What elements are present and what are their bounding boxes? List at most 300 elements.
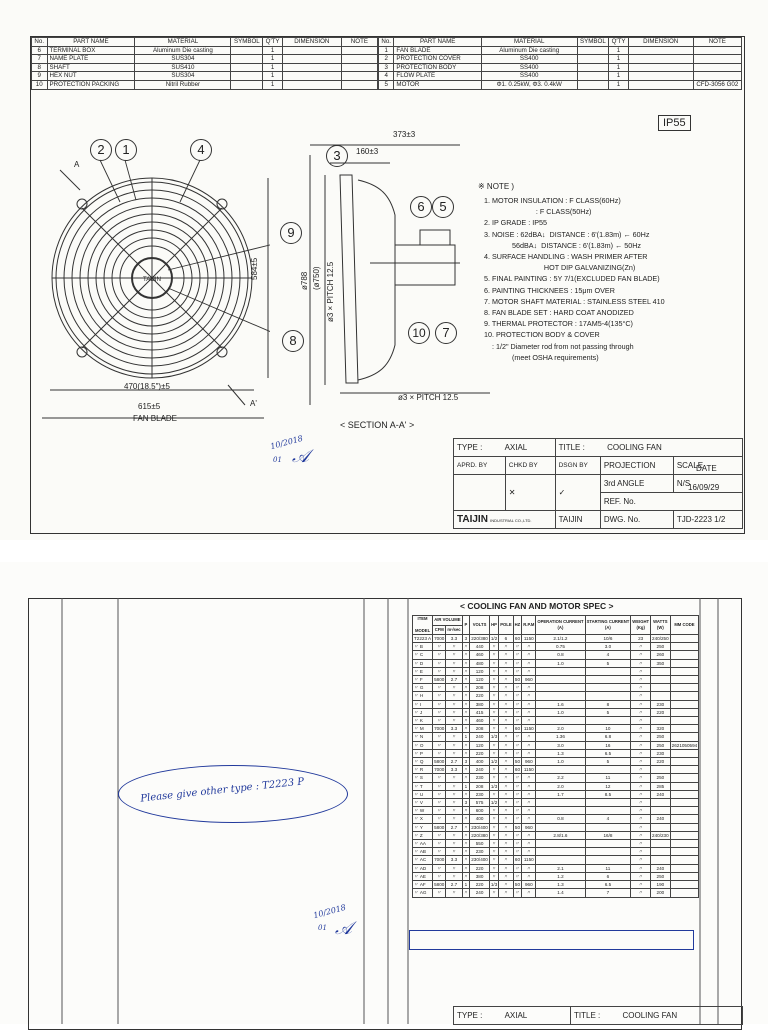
spec-p: 〃 bbox=[463, 857, 469, 863]
spec-pole: 〃 bbox=[499, 758, 513, 766]
spec-rpm: 〃 bbox=[522, 643, 536, 651]
spec-st-current bbox=[585, 856, 631, 864]
hd-pole: POLE bbox=[499, 616, 513, 635]
note-line: 4. SURFACE HANDLING : WASH PRIMER AFTER bbox=[484, 252, 648, 261]
spec-hp: 〃 bbox=[489, 659, 498, 667]
spec-weight: 〃 bbox=[631, 684, 651, 692]
spec-model: 〃 G bbox=[413, 684, 433, 692]
spec-m3sec: 2.7 bbox=[446, 881, 462, 889]
fan-blade-label: FAN BLADE bbox=[133, 414, 178, 423]
spec-st-current bbox=[585, 684, 631, 692]
spec-st-current: 11 bbox=[585, 774, 631, 782]
spec-volts: 400 bbox=[470, 815, 490, 823]
spec-pole: 〃 bbox=[499, 766, 513, 774]
part-dimension bbox=[628, 55, 693, 64]
handwritten-note: Please give other type : T2223 P bbox=[139, 776, 305, 805]
spec-op-current: 2.0 bbox=[536, 782, 585, 790]
spec-rpm: 1150 bbox=[522, 725, 536, 733]
spec-volts: 240 bbox=[470, 889, 490, 897]
spec-cfm: 〃 bbox=[433, 651, 446, 659]
note-line: : F CLASS(50Hz) bbox=[484, 207, 592, 217]
spec-cfm: 〃 bbox=[433, 840, 446, 848]
spec-row bbox=[413, 766, 699, 774]
spec-rpm: 〃 bbox=[522, 774, 536, 782]
note-line: (meet OSHA requirements) bbox=[484, 352, 599, 362]
spec-m3sec: 〃 bbox=[446, 749, 462, 757]
spec-watts bbox=[651, 676, 671, 684]
spec-st-current: 5 bbox=[585, 659, 631, 667]
spec-rpm: 〃 bbox=[522, 651, 536, 659]
parts-header-row bbox=[379, 38, 742, 47]
spec-mm-code bbox=[670, 782, 699, 790]
part-qty: 1 bbox=[263, 46, 283, 55]
spec-row bbox=[413, 823, 699, 831]
spec-cfm: 〃 bbox=[433, 659, 446, 667]
spec-row bbox=[413, 790, 699, 798]
part-material: SUS304 bbox=[135, 55, 231, 64]
spec-p: 〃 bbox=[463, 685, 469, 691]
spec-cfm: 〃 bbox=[433, 815, 446, 823]
spec-mm-code bbox=[670, 766, 699, 774]
part-note bbox=[693, 55, 741, 64]
spec-hp: 〃 bbox=[489, 766, 498, 774]
part-name: PROTECTION PACKING bbox=[47, 80, 135, 89]
spec-op-current: 2.1 bbox=[536, 864, 585, 872]
spec-mm-code bbox=[670, 725, 699, 733]
parts-row bbox=[32, 80, 378, 89]
spec-row bbox=[413, 676, 699, 684]
spec-weight: 〃 bbox=[631, 864, 651, 872]
spec-pole: 〃 bbox=[499, 823, 513, 831]
spec-hz: 〃 bbox=[515, 734, 520, 740]
dim-160: 160±3 bbox=[356, 147, 379, 156]
dia-750: (ø750) bbox=[312, 266, 321, 290]
parts-row bbox=[379, 72, 742, 81]
spec-model: 〃 M bbox=[413, 725, 433, 733]
part-no: 9 bbox=[32, 72, 48, 81]
spec-rpm: 960 bbox=[522, 881, 536, 889]
spec-p: 〃 bbox=[463, 816, 469, 822]
spec-m3sec: 〃 bbox=[446, 889, 462, 897]
spec-model: 〃 H bbox=[413, 692, 433, 700]
spec-mm-code bbox=[670, 717, 699, 725]
dwg-label: DWG. No. bbox=[600, 511, 673, 529]
parts-table-right bbox=[378, 37, 742, 90]
part-name: PROTECTION COVER bbox=[394, 55, 481, 64]
spec-pole: 〃 bbox=[499, 692, 513, 700]
spec-mm-code bbox=[670, 864, 699, 872]
spec-volts: 120 bbox=[470, 667, 490, 675]
spec-pole: 〃 bbox=[499, 659, 513, 667]
spec-weight: 〃 bbox=[631, 840, 651, 848]
col-note: NOTE bbox=[341, 38, 377, 47]
spec-cfm: 5800 bbox=[434, 882, 445, 888]
spec-hp: 〃 bbox=[489, 700, 498, 708]
spec-volts: 480 bbox=[470, 659, 490, 667]
spec-st-current bbox=[585, 848, 631, 856]
projection-value: 3rd ANGLE bbox=[600, 475, 673, 493]
spec-cfm: 〃 bbox=[433, 790, 446, 798]
spec-hz: 〃 bbox=[515, 668, 520, 674]
spec-op-current bbox=[536, 799, 585, 807]
col-symbol: SYMBOL bbox=[577, 38, 609, 47]
spec-watts: 350 bbox=[651, 659, 671, 667]
spec-volts: 230 bbox=[470, 790, 490, 798]
spec-model: 〃 K bbox=[413, 717, 433, 725]
hd-item bbox=[413, 616, 433, 635]
parts-row bbox=[379, 63, 742, 72]
spec-weight: 〃 bbox=[631, 749, 651, 757]
part-dimension bbox=[282, 55, 341, 64]
spec-pole: 〃 bbox=[499, 807, 513, 815]
spec-p: 3 bbox=[462, 635, 470, 643]
spec-cfm: 〃 bbox=[433, 799, 446, 807]
spec-hp: 1/3 bbox=[490, 783, 498, 789]
spec-weight: 〃 bbox=[631, 831, 651, 839]
part-qty: 1 bbox=[609, 55, 629, 64]
spec-rpm: 〃 bbox=[522, 659, 536, 667]
spec-row bbox=[413, 692, 699, 700]
aprd-label: APRD. BY bbox=[454, 457, 506, 475]
spec-weight: 〃 bbox=[631, 823, 651, 831]
spec-weight: 〃 bbox=[631, 659, 651, 667]
part-note bbox=[693, 63, 741, 72]
spec-model: 〃 Q bbox=[413, 758, 433, 766]
parts-row bbox=[379, 46, 742, 55]
spec-model: 〃 C bbox=[413, 651, 433, 659]
spec-model: 〃 AD bbox=[413, 864, 433, 872]
spec-row bbox=[413, 815, 699, 823]
spec-volts: 240 bbox=[470, 766, 490, 774]
spec-st-current bbox=[585, 717, 631, 725]
spec-weight: 〃 bbox=[631, 766, 651, 774]
spec-m3sec: 〃 bbox=[446, 667, 462, 675]
ref-label: REF. No. bbox=[600, 493, 742, 511]
spec-watts bbox=[651, 848, 671, 856]
spec-header-row bbox=[413, 616, 699, 626]
spec-mm-code: 2621050594 bbox=[671, 742, 698, 748]
spec-op-current: 2.2 bbox=[536, 774, 585, 782]
spec-model: 〃 J bbox=[413, 708, 433, 716]
spec-cfm: 〃 bbox=[433, 749, 446, 757]
dim-615: 615±5 bbox=[138, 402, 161, 411]
spec-m3sec: 〃 bbox=[446, 815, 462, 823]
spec-weight: 〃 bbox=[631, 774, 651, 782]
col-part-name: PART NAME bbox=[394, 38, 481, 47]
spec-volts: 460 bbox=[470, 717, 490, 725]
spec-pole: 〃 bbox=[499, 782, 513, 790]
spec-st-current bbox=[585, 799, 631, 807]
spec-hz: 〃 bbox=[515, 644, 520, 650]
spec-row bbox=[413, 651, 699, 659]
spec-mm-code bbox=[670, 799, 699, 807]
handwritten-date-2: 10/2018 bbox=[312, 902, 347, 921]
spec-row bbox=[413, 643, 699, 651]
spec-table bbox=[412, 615, 699, 898]
spec-m3sec: 〃 bbox=[446, 741, 462, 749]
hd-weight bbox=[631, 616, 651, 635]
spec-model: 〃 AC bbox=[413, 856, 433, 864]
spec-m3sec: 〃 bbox=[446, 774, 462, 782]
part-note bbox=[341, 55, 377, 64]
spec-m3sec: 2.7 bbox=[446, 823, 462, 831]
balloon-10: 10 bbox=[408, 322, 430, 344]
spec-p: 〃 bbox=[463, 660, 469, 666]
spec-model: 〃 T bbox=[413, 782, 433, 790]
spec-mm-code bbox=[670, 692, 699, 700]
spec-op-current: 1.3 bbox=[536, 749, 585, 757]
spec-p: 〃 bbox=[463, 873, 469, 879]
spec-cfm: 〃 bbox=[433, 733, 446, 741]
spec-volts: 230/400 bbox=[471, 824, 488, 830]
part-no: 4 bbox=[379, 72, 394, 81]
spec-p: 〃 bbox=[463, 750, 469, 756]
spec-model: 〃 AG bbox=[413, 889, 433, 897]
part-dimension bbox=[628, 80, 693, 89]
spec-watts: 230 bbox=[651, 749, 671, 757]
spec-row bbox=[413, 741, 699, 749]
title-label: TITLE : bbox=[558, 443, 585, 452]
spec-hp: 〃 bbox=[489, 741, 498, 749]
spec-watts bbox=[651, 799, 671, 807]
part-no: 7 bbox=[32, 55, 48, 64]
spec-hz: 〃 bbox=[515, 775, 520, 781]
spec-pole: 〃 bbox=[499, 831, 513, 839]
spec-row bbox=[413, 856, 699, 864]
spec-volts: 400 bbox=[470, 758, 490, 766]
spec-hp: 1/3 bbox=[490, 734, 498, 740]
spec-pole: 〃 bbox=[499, 684, 513, 692]
spec-row bbox=[413, 881, 699, 889]
spec-hz: 〃 bbox=[515, 808, 520, 814]
spec-cfm: 〃 bbox=[433, 667, 446, 675]
part-no: 6 bbox=[32, 46, 48, 55]
spec-p: 〃 bbox=[463, 849, 469, 855]
note-line: 56dBA↓ DISTANCE : 6'(1.83m) ← 50Hz bbox=[484, 240, 642, 250]
note-line: 5. FINAL PAINTING : 5Y 7/1(EXCLUDED FAN BLADE) bbox=[484, 274, 660, 284]
spec-st-current: 6.5 bbox=[585, 749, 631, 757]
spec-hz: 〃 bbox=[515, 701, 520, 707]
spec-mm-code bbox=[670, 708, 699, 716]
type-label-2: TYPE : bbox=[457, 1011, 483, 1020]
part-note bbox=[341, 80, 377, 89]
spec-cfm: 5800 bbox=[434, 759, 445, 765]
part-dimension bbox=[282, 80, 341, 89]
spec-hz: 50 bbox=[514, 824, 521, 830]
part-note bbox=[341, 46, 377, 55]
spec-rpm: 〃 bbox=[522, 848, 536, 856]
spec-rpm: 〃 bbox=[522, 790, 536, 798]
spec-hp: 〃 bbox=[489, 807, 498, 815]
spec-hp: 1/2 bbox=[490, 759, 498, 765]
spec-m3sec: 3.3 bbox=[446, 856, 462, 864]
spec-watts bbox=[651, 840, 671, 848]
spec-cfm: 〃 bbox=[433, 741, 446, 749]
spec-mm-code bbox=[670, 635, 699, 643]
spec-model: T2223 A bbox=[414, 636, 432, 641]
spec-weight: 〃 bbox=[631, 807, 651, 815]
spec-m3sec: 〃 bbox=[446, 840, 462, 848]
date-value: 16/09/29 bbox=[688, 483, 720, 492]
spec-weight: 〃 bbox=[631, 676, 651, 684]
handwritten-date-1: 10/2018 bbox=[269, 433, 304, 452]
spec-m3sec: 〃 bbox=[446, 848, 462, 856]
spec-hz: 60 bbox=[514, 767, 521, 773]
spec-pole: 〃 bbox=[499, 749, 513, 757]
spec-weight: 〃 bbox=[631, 733, 651, 741]
spec-row bbox=[413, 659, 699, 667]
spec-volts: 440 bbox=[470, 643, 490, 651]
balloon-4: 4 bbox=[190, 139, 212, 161]
spec-volts: 575 bbox=[470, 799, 490, 807]
spec-rpm: 〃 bbox=[522, 840, 536, 848]
spec-p: 1 bbox=[462, 733, 470, 741]
spec-p: 〃 bbox=[463, 644, 469, 650]
part-dimension bbox=[628, 63, 693, 72]
hd-op-current-text: OPERATION CURRENT bbox=[537, 619, 584, 624]
hd-volts: VOLTS bbox=[470, 616, 490, 635]
spec-st-current: 7 bbox=[585, 889, 631, 897]
spec-volts: 380 bbox=[470, 872, 490, 880]
spec-p: 〃 bbox=[463, 693, 469, 699]
spec-op-current bbox=[536, 840, 585, 848]
spec-rpm: 〃 bbox=[522, 815, 536, 823]
spec-p: 〃 bbox=[463, 701, 469, 707]
spec-op-current: 1.6 bbox=[536, 700, 585, 708]
spec-model: 〃 O bbox=[413, 741, 433, 749]
spec-weight: 〃 bbox=[631, 667, 651, 675]
spec-pole: 〃 bbox=[499, 815, 513, 823]
part-dimension bbox=[282, 46, 341, 55]
part-symbol bbox=[577, 80, 609, 89]
note-line: 8. FAN BLADE SET : HARD COAT ANODIZED bbox=[484, 308, 634, 317]
part-qty: 1 bbox=[263, 80, 283, 89]
spec-cfm: 〃 bbox=[433, 708, 446, 716]
spec-rpm: 〃 bbox=[522, 782, 536, 790]
spec-volts: 600 bbox=[470, 807, 490, 815]
highlight-af-row bbox=[409, 930, 694, 950]
spec-mm-code bbox=[670, 651, 699, 659]
part-symbol bbox=[231, 55, 263, 64]
signature-1: 𝒜 bbox=[292, 446, 310, 467]
spec-op-current: 1.4 bbox=[536, 889, 585, 897]
spec-st-current: 3.0 bbox=[585, 643, 631, 651]
spec-model: 〃 AE bbox=[413, 872, 433, 880]
hd-op-unit: (A) bbox=[557, 625, 564, 630]
hd-watts bbox=[651, 616, 671, 635]
spec-pole: 〃 bbox=[499, 856, 513, 864]
spec-op-current bbox=[536, 684, 585, 692]
part-qty: 1 bbox=[609, 63, 629, 72]
spec-watts: 250 bbox=[651, 774, 671, 782]
dim-373: 373±3 bbox=[393, 130, 416, 139]
spec-watts: 220 bbox=[651, 708, 671, 716]
part-material: Nitril Rubber bbox=[135, 80, 231, 89]
hd-air-volume: AIR VOLUME bbox=[433, 616, 463, 626]
note-line: 3. NOISE : 62dBA↓ DISTANCE : 6'(1.83m) ← 60Hz bbox=[484, 229, 650, 239]
part-dimension bbox=[282, 72, 341, 81]
spec-op-current: 2.0 bbox=[536, 725, 585, 733]
spec-op-current bbox=[536, 717, 585, 725]
spec-p: 〃 bbox=[463, 832, 469, 838]
col-qty: Q'TY bbox=[263, 38, 283, 47]
part-symbol bbox=[231, 72, 263, 81]
spec-model: 〃 Z bbox=[413, 831, 433, 839]
date-label: DATE bbox=[696, 464, 717, 473]
hd-op-current bbox=[536, 616, 585, 635]
spec-watts: 250 bbox=[651, 643, 671, 651]
spec-hp: 〃 bbox=[489, 774, 498, 782]
spec-mm-code bbox=[670, 848, 699, 856]
col-note: NOTE bbox=[693, 38, 741, 47]
spec-rpm: 1150 bbox=[522, 635, 536, 643]
spec-rpm: 〃 bbox=[522, 799, 536, 807]
title-value-2: COOLING FAN bbox=[622, 1011, 678, 1020]
note-line: 9. THERMAL PROTECTOR : 17AM5-4(135°C) bbox=[484, 319, 633, 329]
spec-p: 〃 bbox=[463, 890, 469, 896]
part-symbol bbox=[577, 72, 609, 81]
spec-weight: 〃 bbox=[631, 799, 651, 807]
spec-rpm: 〃 bbox=[522, 807, 536, 815]
spec-pole: 6 bbox=[499, 635, 513, 643]
spec-m3sec: 〃 bbox=[446, 799, 462, 807]
spec-volts: 220 bbox=[470, 864, 490, 872]
spec-watts: 230 bbox=[651, 700, 671, 708]
type-cell-2 bbox=[454, 1007, 571, 1025]
col-symbol: SYMBOL bbox=[231, 38, 263, 47]
spec-hp: 〃 bbox=[489, 889, 498, 897]
spec-hz: 50 bbox=[514, 882, 521, 888]
spec-op-current: 2.8/1.6 bbox=[536, 831, 585, 839]
spec-pole: 〃 bbox=[499, 676, 513, 684]
col-dimension: DIMENSION bbox=[628, 38, 693, 47]
type-label: TYPE : bbox=[457, 443, 483, 452]
spec-st-current: 6.8 bbox=[585, 733, 631, 741]
spec-watts: 240/230 bbox=[652, 832, 669, 838]
notes-title: ※ NOTE ) bbox=[478, 182, 515, 191]
spec-rpm: 〃 bbox=[522, 692, 536, 700]
part-name: HEX NUT bbox=[47, 72, 135, 81]
spec-model: 〃 W bbox=[413, 807, 433, 815]
spec-p: 〃 bbox=[463, 775, 469, 781]
spec-rpm: 〃 bbox=[522, 831, 536, 839]
spec-weight: 23 bbox=[631, 635, 651, 643]
spec-weight: 〃 bbox=[631, 692, 651, 700]
spec-op-current: 1.2 bbox=[536, 872, 585, 880]
spec-hz: 〃 bbox=[515, 841, 520, 847]
spec-m3sec: 3.3 bbox=[446, 766, 462, 774]
spec-cfm: 〃 bbox=[433, 774, 446, 782]
section-label: < SECTION A-A' > bbox=[340, 420, 415, 430]
spec-volts: 120 bbox=[470, 741, 490, 749]
spec-st-current bbox=[585, 840, 631, 848]
spec-row bbox=[413, 831, 699, 839]
spec-row bbox=[413, 782, 699, 790]
spec-model: 〃 N bbox=[413, 733, 433, 741]
spec-op-current bbox=[536, 766, 585, 774]
spec-weight: 〃 bbox=[631, 881, 651, 889]
spec-st-current: 8.5 bbox=[585, 790, 631, 798]
spec-hz: 〃 bbox=[515, 652, 520, 658]
spec-volts: 230 bbox=[470, 774, 490, 782]
hd-item-text: ITEM bbox=[417, 616, 428, 621]
parts-row bbox=[32, 55, 378, 64]
spec-mm-code bbox=[670, 840, 699, 848]
spec-m3sec: 2.7 bbox=[446, 676, 462, 684]
spec-cfm: 〃 bbox=[433, 692, 446, 700]
spec-hz: 〃 bbox=[515, 783, 520, 789]
spec-watts: 320 bbox=[651, 725, 671, 733]
